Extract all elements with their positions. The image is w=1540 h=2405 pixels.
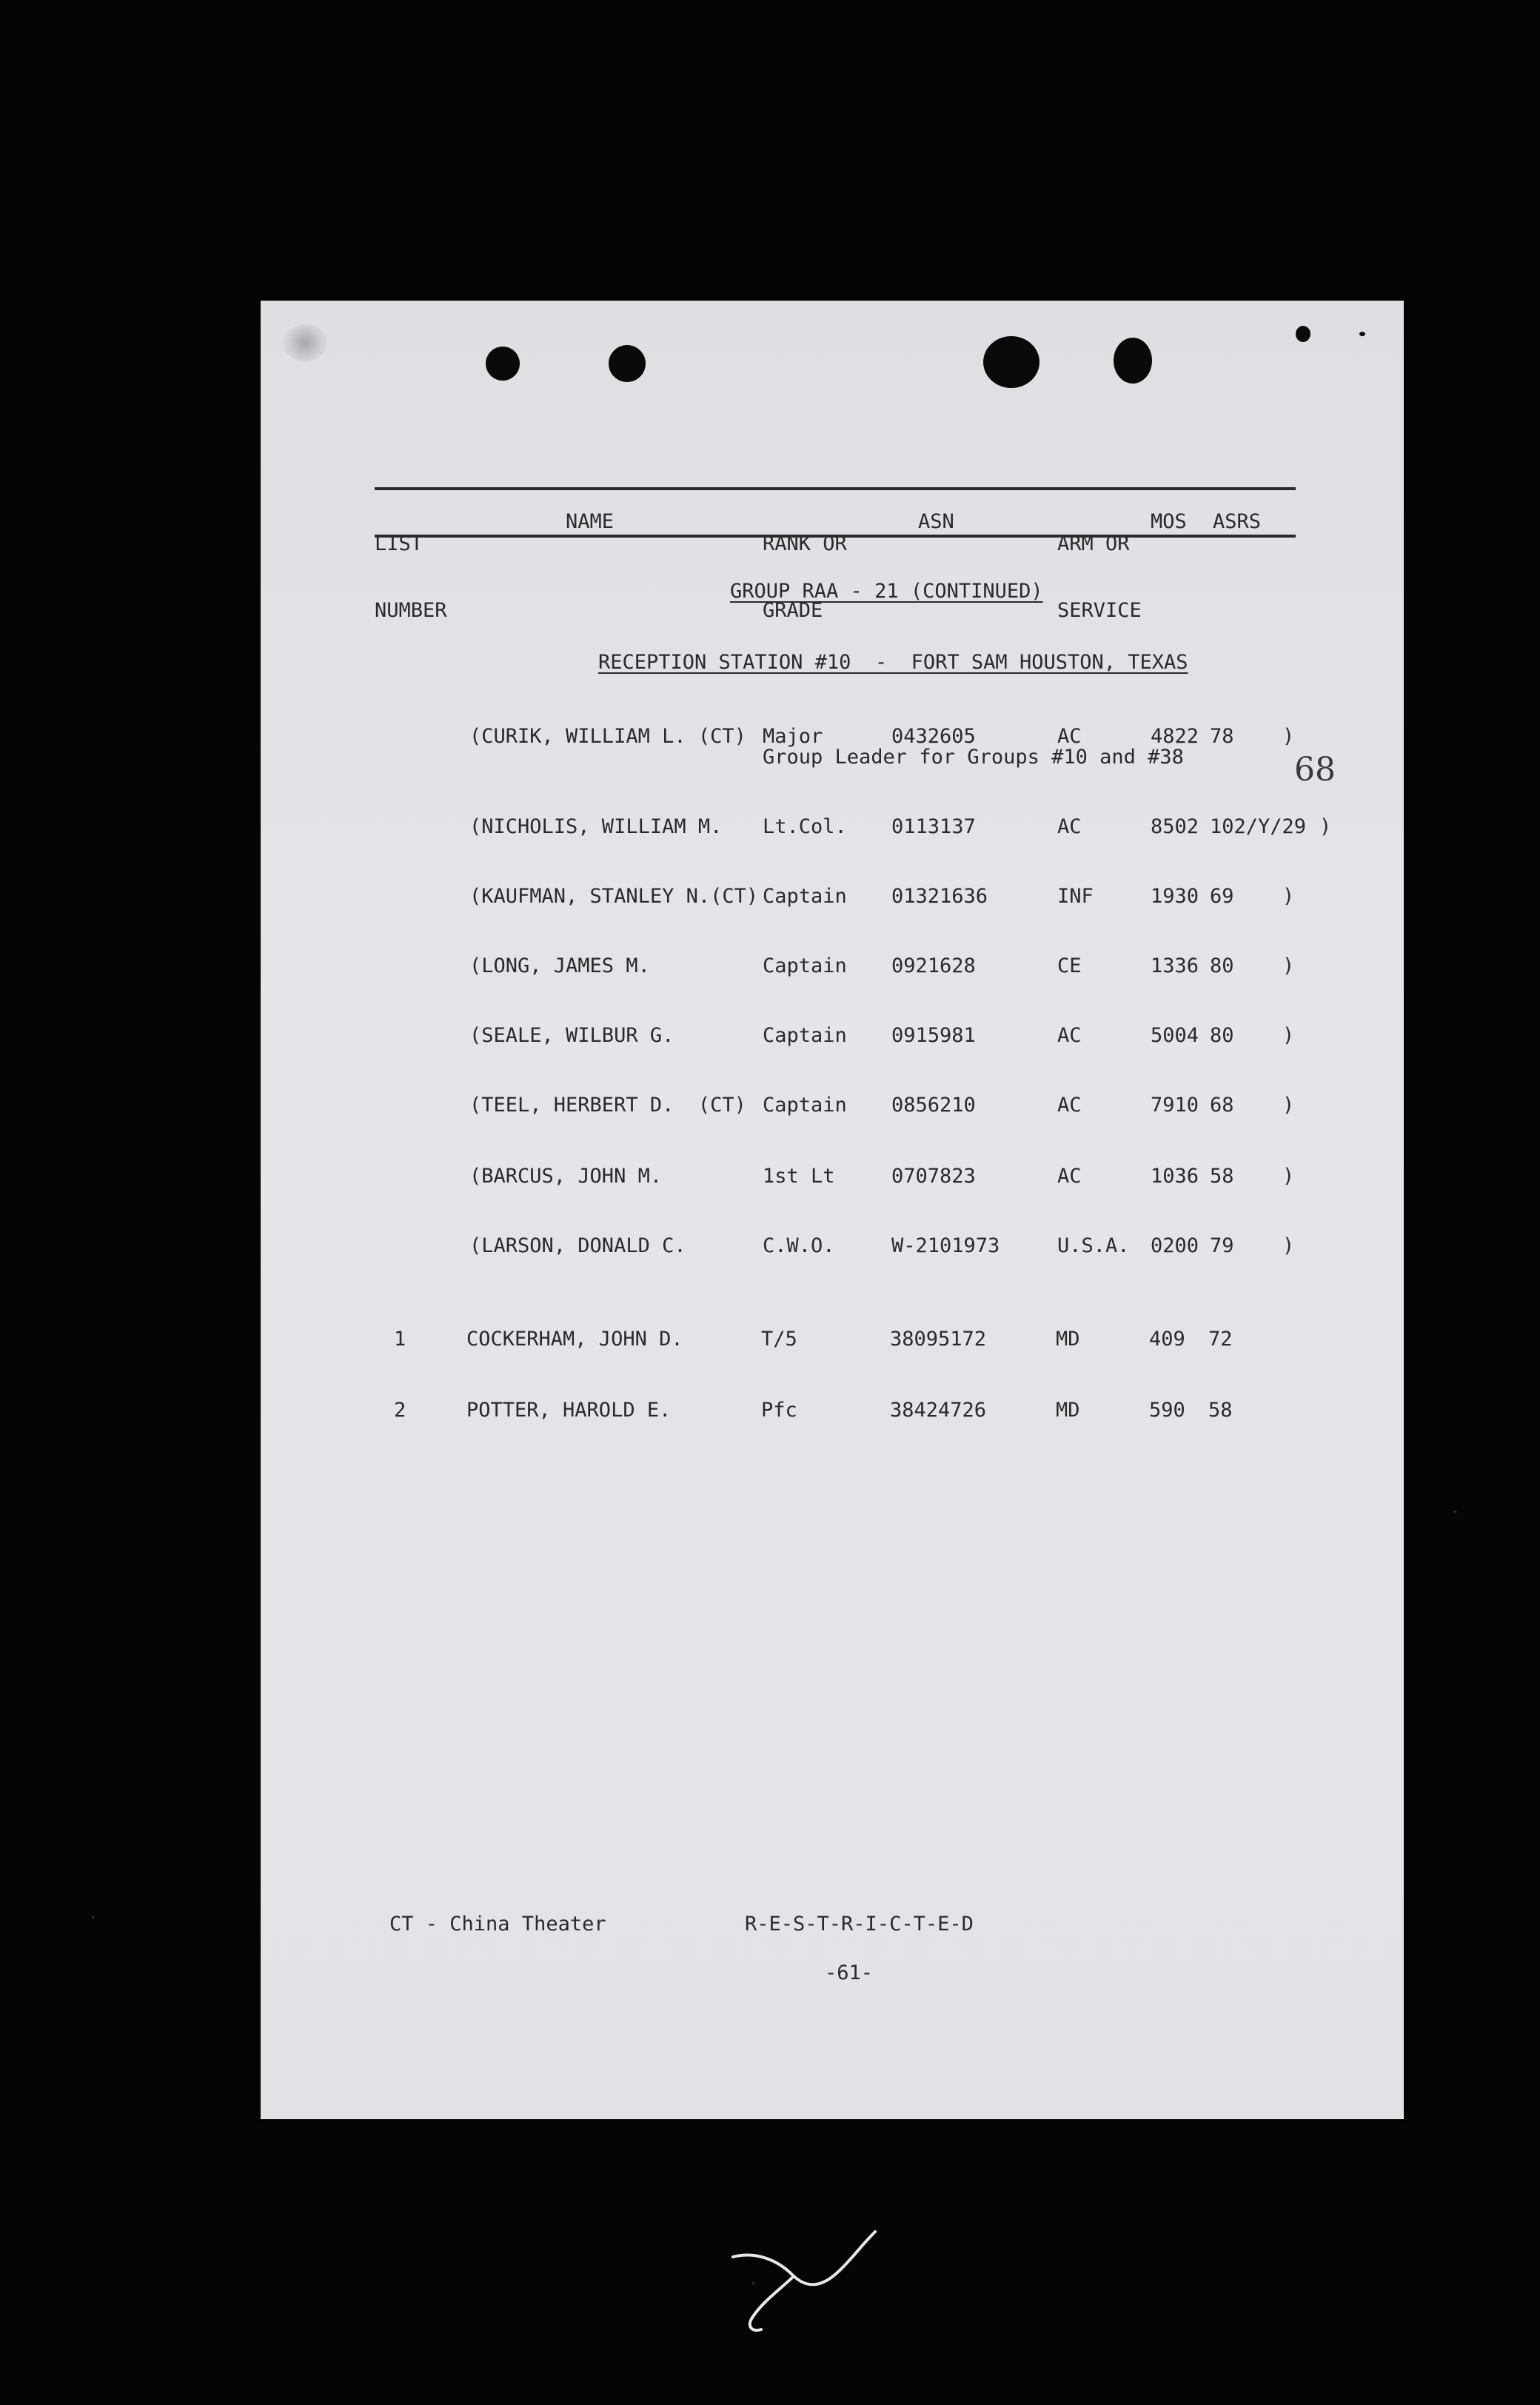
group-title: GROUP RAA - 21 (CONTINUED)	[730, 580, 1043, 603]
row-asrs: 80	[1210, 954, 1234, 977]
header-grade-label: GRADE	[763, 599, 823, 622]
row-asrs: 78	[1210, 725, 1234, 748]
header-name: NAME	[566, 510, 615, 533]
row-asn: 01321636	[891, 885, 988, 908]
row-arm: AC	[1057, 815, 1082, 838]
row-asrs: 72	[1208, 1328, 1233, 1351]
row-bracket: )	[1319, 815, 1332, 838]
header-rank-label: RANK OR	[763, 532, 847, 555]
row-asrs: 68	[1210, 1094, 1234, 1117]
footer-legend: CT - China Theater	[389, 1913, 606, 1936]
row-asn: W-2101973	[891, 1234, 1000, 1257]
row-bracket: )	[1282, 1165, 1295, 1188]
row-asrs: 79	[1210, 1234, 1234, 1257]
row-asrs: 102/Y/29	[1210, 815, 1307, 838]
row-name: (LONG, JAMES M.	[469, 954, 650, 977]
punch-hole	[1359, 332, 1365, 336]
row-list-number: 1	[394, 1328, 406, 1351]
row-asn: 0915981	[891, 1024, 976, 1047]
row-name: (LARSON, DONALD C.	[469, 1234, 686, 1257]
row-asrs: 69	[1210, 885, 1234, 908]
row-arm: MD	[1056, 1399, 1080, 1422]
row-name: (NICHOLIS, WILLIAM M.	[469, 815, 723, 838]
row-name: (KAUFMAN, STANLEY N.(CT)	[469, 885, 759, 908]
row-asrs: 58	[1208, 1399, 1233, 1422]
row-asn: 0113137	[891, 815, 976, 838]
background-speck	[1454, 1511, 1456, 1513]
punch-hole	[983, 336, 1040, 388]
row-mos: 1036	[1151, 1165, 1199, 1188]
row-name: POTTER, HAROLD E.	[466, 1399, 672, 1422]
row-arm: AC	[1057, 1165, 1082, 1188]
row-rank: Major	[763, 725, 823, 748]
row-mos: 1336	[1151, 954, 1199, 977]
row-arm: INF	[1057, 885, 1094, 908]
row-rank: Pfc	[761, 1399, 797, 1422]
row-rank: C.W.O.	[763, 1234, 835, 1257]
row-rank: Captain	[763, 954, 847, 977]
row-rank: T/5	[761, 1328, 797, 1351]
punch-hole	[609, 345, 646, 382]
row-name: (TEEL, HERBERT D. (CT)	[469, 1094, 746, 1117]
row-asn: 0707823	[891, 1165, 976, 1188]
row-bracket: )	[1282, 885, 1295, 908]
row-mos: 4822	[1151, 725, 1199, 748]
row-rank: Captain	[763, 885, 847, 908]
document-page	[261, 301, 1404, 2119]
header-asrs: ASRS	[1213, 510, 1262, 533]
row-arm: CE	[1057, 954, 1082, 977]
margin-number: 68	[1294, 751, 1336, 789]
signature-scrawl	[711, 2207, 888, 2340]
row-name: (CURIK, WILLIAM L. (CT)	[469, 725, 746, 748]
row-rank: Captain	[763, 1024, 847, 1047]
station-title: RECEPTION STATION #10 - FORT SAM HOUSTON, TEXAS	[598, 651, 1188, 674]
row-rank: Captain	[763, 1094, 847, 1117]
punch-hole	[1114, 338, 1152, 384]
row-asn: 0432605	[891, 725, 976, 748]
row-asrs: 58	[1210, 1165, 1234, 1188]
row-mos: 590	[1149, 1399, 1185, 1422]
header-service-label: SERVICE	[1057, 599, 1142, 622]
row-rank: Lt.Col.	[763, 815, 847, 838]
row-arm: AC	[1057, 725, 1082, 748]
row-mos: 7910	[1151, 1094, 1199, 1117]
footer-page-number: -61-	[825, 1961, 874, 1984]
row-list-number: 2	[394, 1399, 406, 1422]
row-mos: 0200	[1151, 1234, 1199, 1257]
header-list-label: LIST	[375, 532, 424, 555]
row-asn: 0856210	[891, 1094, 976, 1117]
header-rank-grade	[763, 489, 847, 666]
header-arm-service	[1057, 489, 1142, 666]
punch-hole	[486, 347, 520, 381]
row-asn: 38095172	[890, 1328, 987, 1351]
header-arm-label: ARM OR	[1057, 532, 1130, 555]
footer-classification: R-E-S-T-R-I-C-T-E-D	[745, 1913, 974, 1936]
row-bracket: )	[1282, 725, 1295, 748]
row-rank: 1st Lt	[763, 1165, 835, 1188]
row-mos: 1930	[1151, 885, 1199, 908]
row-asn: 38424726	[890, 1399, 987, 1422]
row-mos: 8502	[1151, 815, 1199, 838]
row-arm: AC	[1057, 1094, 1082, 1117]
header-list-number	[375, 489, 447, 666]
paper-smudge	[283, 324, 327, 361]
row-name: COCKERHAM, JOHN D.	[466, 1328, 683, 1351]
row-arm: AC	[1057, 1024, 1082, 1047]
row-asrs: 80	[1210, 1024, 1234, 1047]
background-speck	[92, 1916, 94, 1919]
row-mos: 409	[1149, 1328, 1185, 1351]
row-asn: 0921628	[891, 954, 976, 977]
group-leader-note: Group Leader for Groups #10 and #38	[763, 746, 1184, 769]
row-name: (SEALE, WILBUR G.	[469, 1024, 674, 1047]
punch-hole	[1296, 326, 1310, 342]
header-number-label: NUMBER	[375, 599, 447, 622]
row-mos: 5004	[1151, 1024, 1199, 1047]
row-arm: MD	[1056, 1328, 1080, 1351]
row-bracket: )	[1282, 1024, 1295, 1047]
row-name: (BARCUS, JOHN M.	[469, 1165, 663, 1188]
row-bracket: )	[1282, 1234, 1295, 1257]
header-mos: MOS	[1151, 510, 1187, 533]
row-arm: U.S.A.	[1057, 1234, 1130, 1257]
header-asn: ASN	[918, 510, 954, 533]
row-bracket: )	[1282, 1094, 1295, 1117]
row-bracket: )	[1282, 954, 1295, 977]
